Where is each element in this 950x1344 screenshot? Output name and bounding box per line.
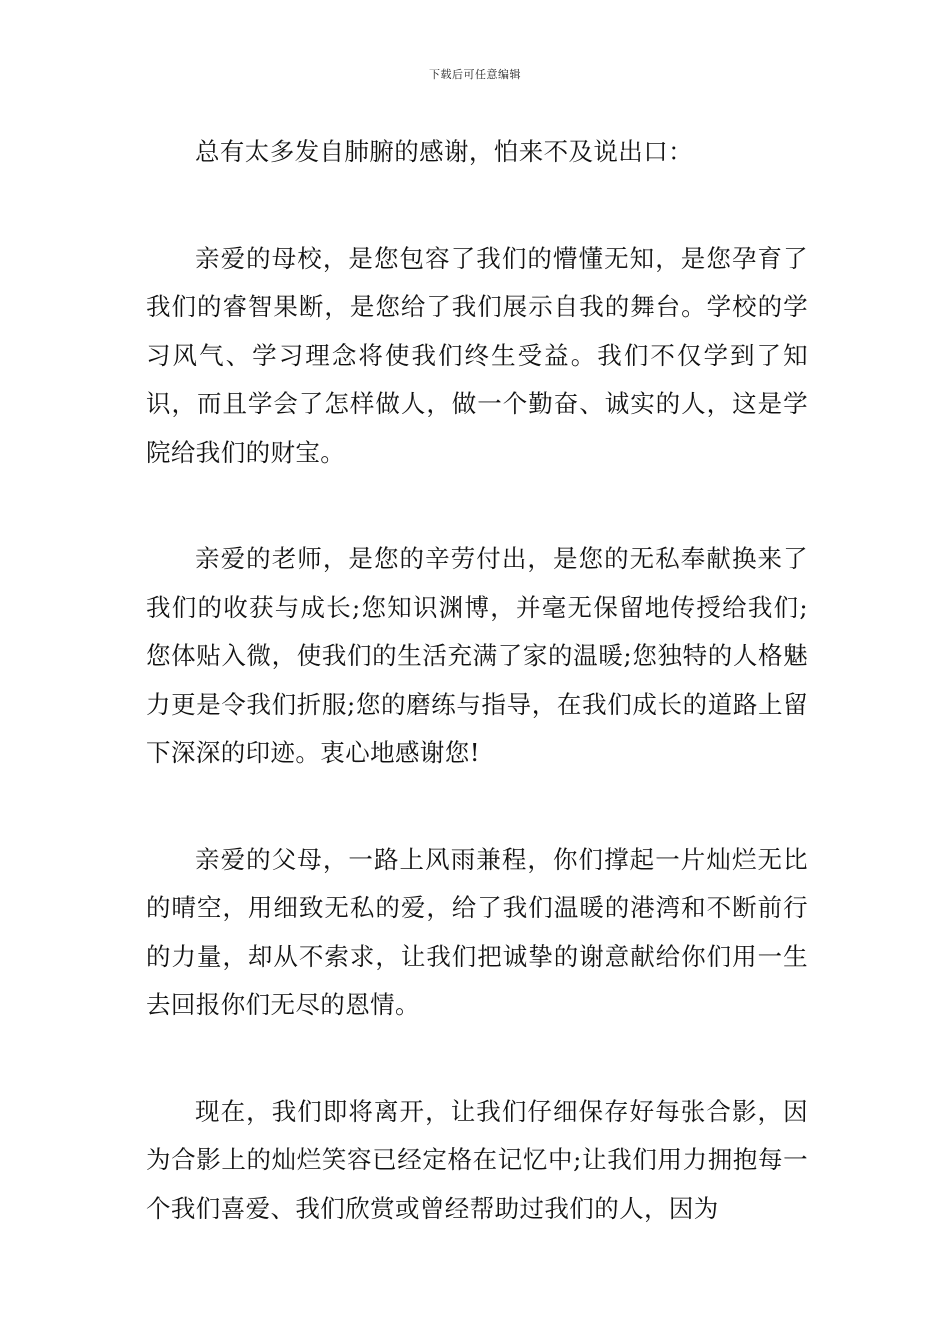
page-header: 下载后可任意编辑 [429,68,521,81]
paragraph-intro: 总有太多发自肺腑的感谢，怕来不及说出口： [195,137,693,166]
paragraph-teachers: 亲爱的老师，是您的辛劳付出，是您的无私奉献换来了我们的收获与成长;您知识渊博，并毫无保留地传授给我们;您体贴入微，使我们的生活充满了家的温暖;您独特的人格魅力更是令我们折服;您的磨练与指导，在我们成长的道路上留下深深的印迹。衷心地感谢您! [146,544,808,767]
paragraph-school: 亲爱的母校，是您包容了我们的懵懂无知，是您孕育了我们的睿智果断，是您给了我们展示自我的舞台。学校的学习风气、学习理念将使我们终生受益。我们不仅学到了知识，而且学会了怎样做人，做一个勤奋、诚实的人，这是学院给我们的财宝。 [146,243,808,467]
paragraph-parents: 亲爱的父母，一路上风雨兼程，你们撑起一片灿烂无比的晴空，用细致无私的爱，给了我们温暖的港湾和不断前行的力量，却从不索求，让我们把诚挚的谢意献给你们用一生去回报你们无尽的恩情。 [146,844,808,1019]
document-body [146,128,808,1291]
paragraph-farewell: 现在，我们即将离开，让我们仔细保存好每张合影，因为合影上的灿烂笑容已经定格在记忆中;让我们用力拥抱每一个我们喜爱、我们欣赏或曾经帮助过我们的人，因为 [146,1096,808,1223]
